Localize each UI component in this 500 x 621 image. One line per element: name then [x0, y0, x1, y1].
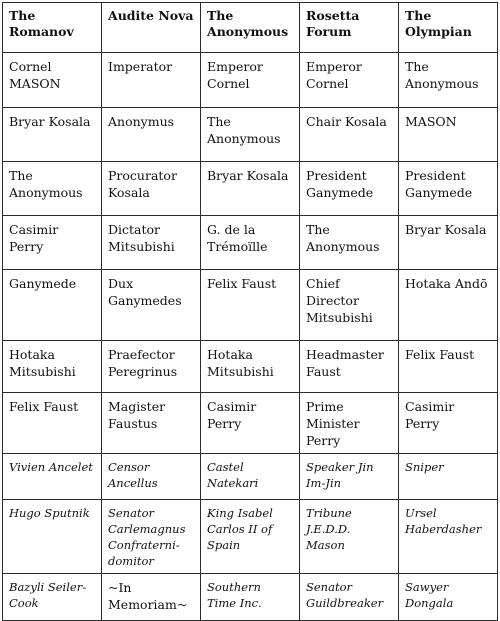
table-cell: Dux Ganymedes — [102, 270, 201, 341]
table-cell: Bryar Kosala — [399, 216, 498, 270]
table-cell: Casimir Perry — [3, 216, 102, 270]
table-cell: President Ganymede — [300, 162, 399, 216]
table-cell: Dictator Mitsubishi — [102, 216, 201, 270]
table-row — [3, 500, 498, 574]
table-row — [3, 393, 498, 454]
table-row — [3, 270, 498, 341]
table-row — [3, 53, 498, 108]
table-cell: Emperor Cornel — [201, 53, 300, 108]
table-cell: Procurator Kosala — [102, 162, 201, 216]
table-row — [3, 108, 498, 162]
table-cell: Felix Faust — [399, 341, 498, 393]
table-cell: Headmaster Faust — [300, 341, 399, 393]
table-cell: Anonymus — [102, 108, 201, 162]
table-cell: Speaker Jin Im-Jin — [300, 454, 399, 500]
table-cell: President Ganymede — [399, 162, 498, 216]
table-row — [3, 341, 498, 393]
table-cell: King Isabel Carlos II of Spain — [201, 500, 300, 574]
table-cell: The Anonymous — [3, 162, 102, 216]
table-cell: Ganymede — [3, 270, 102, 341]
table-cell: Casimir Perry — [201, 393, 300, 454]
table-cell: The Anonymous — [300, 216, 399, 270]
table-cell: Senator Guildbreaker — [300, 574, 399, 621]
header-cell: Audite Nova — [102, 3, 201, 53]
table-row — [3, 162, 498, 216]
table-cell: Cornel MASON — [3, 53, 102, 108]
table-row — [3, 216, 498, 270]
roster-table — [2, 2, 498, 621]
table-cell: Hotaka Mitsubishi — [201, 341, 300, 393]
table-cell: Chief Director Mitsubishi — [300, 270, 399, 341]
header-cell: The Romanov — [3, 3, 102, 53]
table-cell: Southern Time Inc. — [201, 574, 300, 621]
table-cell: Emperor Cornel — [300, 53, 399, 108]
table-cell: G. de la Trémoïlle — [201, 216, 300, 270]
table-cell: Sniper — [399, 454, 498, 500]
table-row — [3, 574, 498, 621]
table-cell: Imperator — [102, 53, 201, 108]
table-cell: Vivien Ancelet — [3, 454, 102, 500]
header-cell: The Anonymous — [201, 3, 300, 53]
table-cell: Felix Faust — [201, 270, 300, 341]
table-cell: The Anonymous — [399, 53, 498, 108]
table-cell: Magister Faustus — [102, 393, 201, 454]
table-cell: Censor Ancellus — [102, 454, 201, 500]
table-cell: Hotaka Andō — [399, 270, 498, 341]
header-cell: The Olympian — [399, 3, 498, 53]
table-cell: Chair Kosala — [300, 108, 399, 162]
table-cell: Senator Carlemagnus Confraterni-domitor — [102, 500, 201, 574]
header-cell: Rosetta Forum — [300, 3, 399, 53]
table-cell: Castel Natekari — [201, 454, 300, 500]
table-row — [3, 454, 498, 500]
table-cell: Praefector Peregrinus — [102, 341, 201, 393]
table-cell: The Anonymous — [201, 108, 300, 162]
table-cell: ~In Memoriam~ — [102, 574, 201, 621]
table-cell: Hotaka Mitsubishi — [3, 341, 102, 393]
table-cell: Tribune J.E.D.D. Mason — [300, 500, 399, 574]
table-cell: MASON — [399, 108, 498, 162]
header-row — [3, 3, 498, 53]
table-cell: Prime Minister Perry — [300, 393, 399, 454]
table-cell: Sawyer Dongala — [399, 574, 498, 621]
table-cell: Ursel Haberdasher — [399, 500, 498, 574]
table-cell: Felix Faust — [3, 393, 102, 454]
table-cell: Bryar Kosala — [3, 108, 102, 162]
table-cell: Hugo Sputnik — [3, 500, 102, 574]
table-cell: Bryar Kosala — [201, 162, 300, 216]
table-cell: Bazyli Seiler-Cook — [3, 574, 102, 621]
table-cell: Casimir Perry — [399, 393, 498, 454]
